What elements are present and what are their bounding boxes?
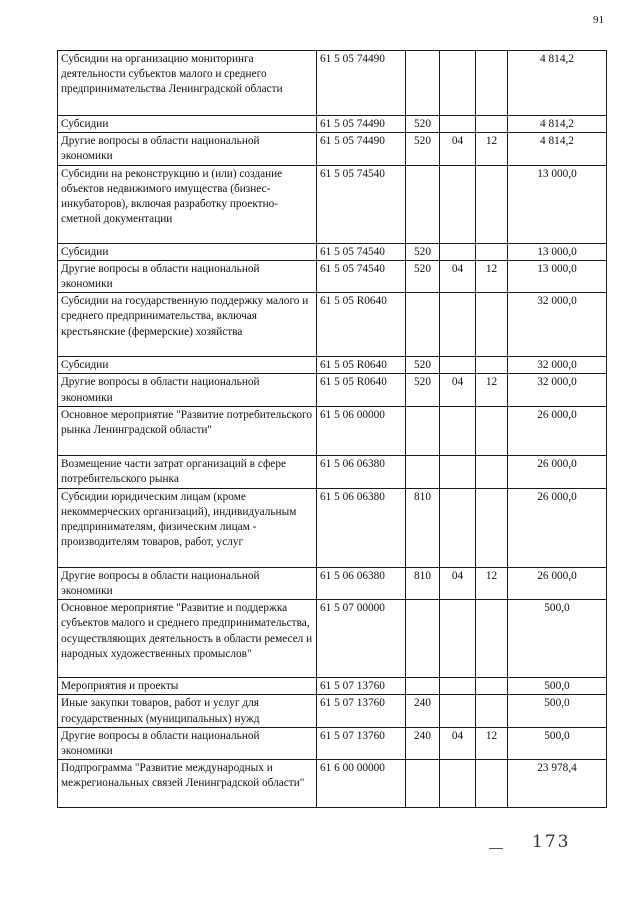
amount: 26 000,0	[508, 567, 607, 599]
amount: 13 000,0	[508, 260, 607, 292]
amount: 32 000,0	[508, 293, 607, 357]
table-row	[58, 260, 607, 292]
section-code: 04	[440, 133, 476, 165]
table-row	[58, 51, 607, 116]
expense-type	[406, 760, 440, 808]
expense-type: 240	[406, 695, 440, 727]
amount: 13 000,0	[508, 243, 607, 260]
table-row	[58, 406, 607, 455]
subsection-code	[476, 695, 508, 727]
amount: 500,0	[508, 695, 607, 727]
expense-type: 810	[406, 488, 440, 567]
target-code: 61 5 07 13760	[317, 727, 406, 759]
subsection-code	[476, 243, 508, 260]
target-code: 61 5 07 13760	[317, 695, 406, 727]
table-row	[58, 116, 607, 133]
amount: 4 814,2	[508, 51, 607, 116]
item-name: Возмещение части затрат организаций в сфере потребительского рынка	[58, 455, 317, 488]
item-name: Субсидии на государственную поддержку малого и среднего предпринимательства, включая крестьянские (фермерские) хозяйства	[58, 293, 317, 357]
table-row	[58, 760, 607, 808]
section-code	[440, 116, 476, 133]
table-row	[58, 165, 607, 243]
section-code	[440, 165, 476, 243]
section-code: 04	[440, 567, 476, 599]
table-row	[58, 293, 607, 357]
section-code: 04	[440, 374, 476, 406]
section-code	[440, 760, 476, 808]
table-row	[58, 488, 607, 567]
table-row	[58, 357, 607, 374]
target-code: 61 6 00 00000	[317, 760, 406, 808]
amount: 26 000,0	[508, 488, 607, 567]
table-row	[58, 567, 607, 599]
page-number: 91	[593, 14, 604, 26]
item-name: Другие вопросы в области национальной экономики	[58, 374, 317, 406]
expense-type	[406, 293, 440, 357]
item-name: Субсидии	[58, 116, 317, 133]
target-code: 61 5 05 R0640	[317, 374, 406, 406]
section-code	[440, 406, 476, 455]
amount: 26 000,0	[508, 455, 607, 488]
amount: 500,0	[508, 727, 607, 759]
section-code	[440, 678, 476, 695]
section-code	[440, 243, 476, 260]
expense-type: 520	[406, 260, 440, 292]
table-row	[58, 727, 607, 759]
section-code	[440, 488, 476, 567]
expense-type	[406, 455, 440, 488]
amount: 23 978,4	[508, 760, 607, 808]
amount: 26 000,0	[508, 406, 607, 455]
subsection-code: 12	[476, 260, 508, 292]
expense-type: 520	[406, 116, 440, 133]
expense-type: 520	[406, 243, 440, 260]
table-row	[58, 600, 607, 678]
amount: 500,0	[508, 600, 607, 678]
item-name: Иные закупки товаров, работ и услуг для государственных (муниципальных) нужд	[58, 695, 317, 727]
section-code	[440, 600, 476, 678]
subsection-code	[476, 678, 508, 695]
item-name: Другие вопросы в области национальной экономики	[58, 567, 317, 599]
amount: 4 814,2	[508, 116, 607, 133]
expense-type: 520	[406, 374, 440, 406]
expense-type: 520	[406, 357, 440, 374]
target-code: 61 5 06 06380	[317, 455, 406, 488]
subsection-code: 12	[476, 567, 508, 599]
subsection-code	[476, 293, 508, 357]
subsection-code	[476, 488, 508, 567]
item-name: Основное мероприятие "Развитие и поддержка субъектов малого и среднего предпринимательства, осуществляющих деятельность в области ремесел и народных художественных промыслов"	[58, 600, 317, 678]
expense-type	[406, 406, 440, 455]
subsection-code	[476, 455, 508, 488]
amount: 32 000,0	[508, 357, 607, 374]
item-name: Другие вопросы в области национальной экономики	[58, 260, 317, 292]
table-row	[58, 678, 607, 695]
subsection-code	[476, 600, 508, 678]
subsection-code: 12	[476, 374, 508, 406]
expense-type: 520	[406, 133, 440, 165]
target-code: 61 5 05 R0640	[317, 293, 406, 357]
item-name: Субсидии	[58, 357, 317, 374]
target-code: 61 5 07 00000	[317, 600, 406, 678]
table-row	[58, 695, 607, 727]
target-code: 61 5 05 74540	[317, 260, 406, 292]
subsection-code	[476, 116, 508, 133]
subsection-code	[476, 406, 508, 455]
target-code: 61 5 05 74490	[317, 51, 406, 116]
section-code	[440, 695, 476, 727]
table-row	[58, 133, 607, 165]
table-row	[58, 374, 607, 406]
expense-type	[406, 600, 440, 678]
item-name: Субсидии на реконструкцию и (или) создание объектов недвижимого имущества (бизнес-инкубаторов), включая разработку проектно-сметной документации	[58, 165, 317, 243]
budget-table	[57, 50, 607, 808]
target-code: 61 5 05 74540	[317, 165, 406, 243]
item-name: Основное мероприятие "Развитие потребительского рынка Ленинградской области"	[58, 406, 317, 455]
subsection-code	[476, 165, 508, 243]
amount: 32 000,0	[508, 374, 607, 406]
section-code: 04	[440, 727, 476, 759]
item-name: Другие вопросы в области национальной экономики	[58, 727, 317, 759]
expense-type	[406, 165, 440, 243]
target-code: 61 5 06 00000	[317, 406, 406, 455]
item-name: Субсидии	[58, 243, 317, 260]
subsection-code: 12	[476, 727, 508, 759]
amount: 500,0	[508, 678, 607, 695]
target-code: 61 5 05 74490	[317, 133, 406, 165]
target-code: 61 5 06 06380	[317, 488, 406, 567]
item-name: Мероприятия и проекты	[58, 678, 317, 695]
table-row	[58, 243, 607, 260]
subsection-code	[476, 357, 508, 374]
item-name: Подпрограмма "Развитие международных и межрегиональных связей Ленинградской области"	[58, 760, 317, 808]
amount: 13 000,0	[508, 165, 607, 243]
section-code	[440, 293, 476, 357]
expense-type: 810	[406, 567, 440, 599]
item-name: Субсидии на организацию мониторинга деятельности субъектов малого и среднего предпринимательства Ленинградской области	[58, 51, 317, 116]
subsection-code	[476, 760, 508, 808]
target-code: 61 5 06 06380	[317, 567, 406, 599]
section-code	[440, 51, 476, 116]
table-row	[58, 455, 607, 488]
subsection-code: 12	[476, 133, 508, 165]
footer-dash	[489, 848, 503, 849]
item-name: Субсидии юридическим лицам (кроме некоммерческих организаций), индивидуальным предпринимателям, физическим лицам - производителям товаров, работ, услуг	[58, 488, 317, 567]
section-code	[440, 357, 476, 374]
target-code: 61 5 05 74490	[317, 116, 406, 133]
subsection-code	[476, 51, 508, 116]
expense-type: 240	[406, 727, 440, 759]
target-code: 61 5 05 R0640	[317, 357, 406, 374]
expense-type	[406, 678, 440, 695]
target-code: 61 5 07 13760	[317, 678, 406, 695]
footer-page-mark: 173	[532, 832, 571, 852]
expense-type	[406, 51, 440, 116]
item-name: Другие вопросы в области национальной экономики	[58, 133, 317, 165]
section-code: 04	[440, 260, 476, 292]
amount: 4 814,2	[508, 133, 607, 165]
target-code: 61 5 05 74540	[317, 243, 406, 260]
section-code	[440, 455, 476, 488]
